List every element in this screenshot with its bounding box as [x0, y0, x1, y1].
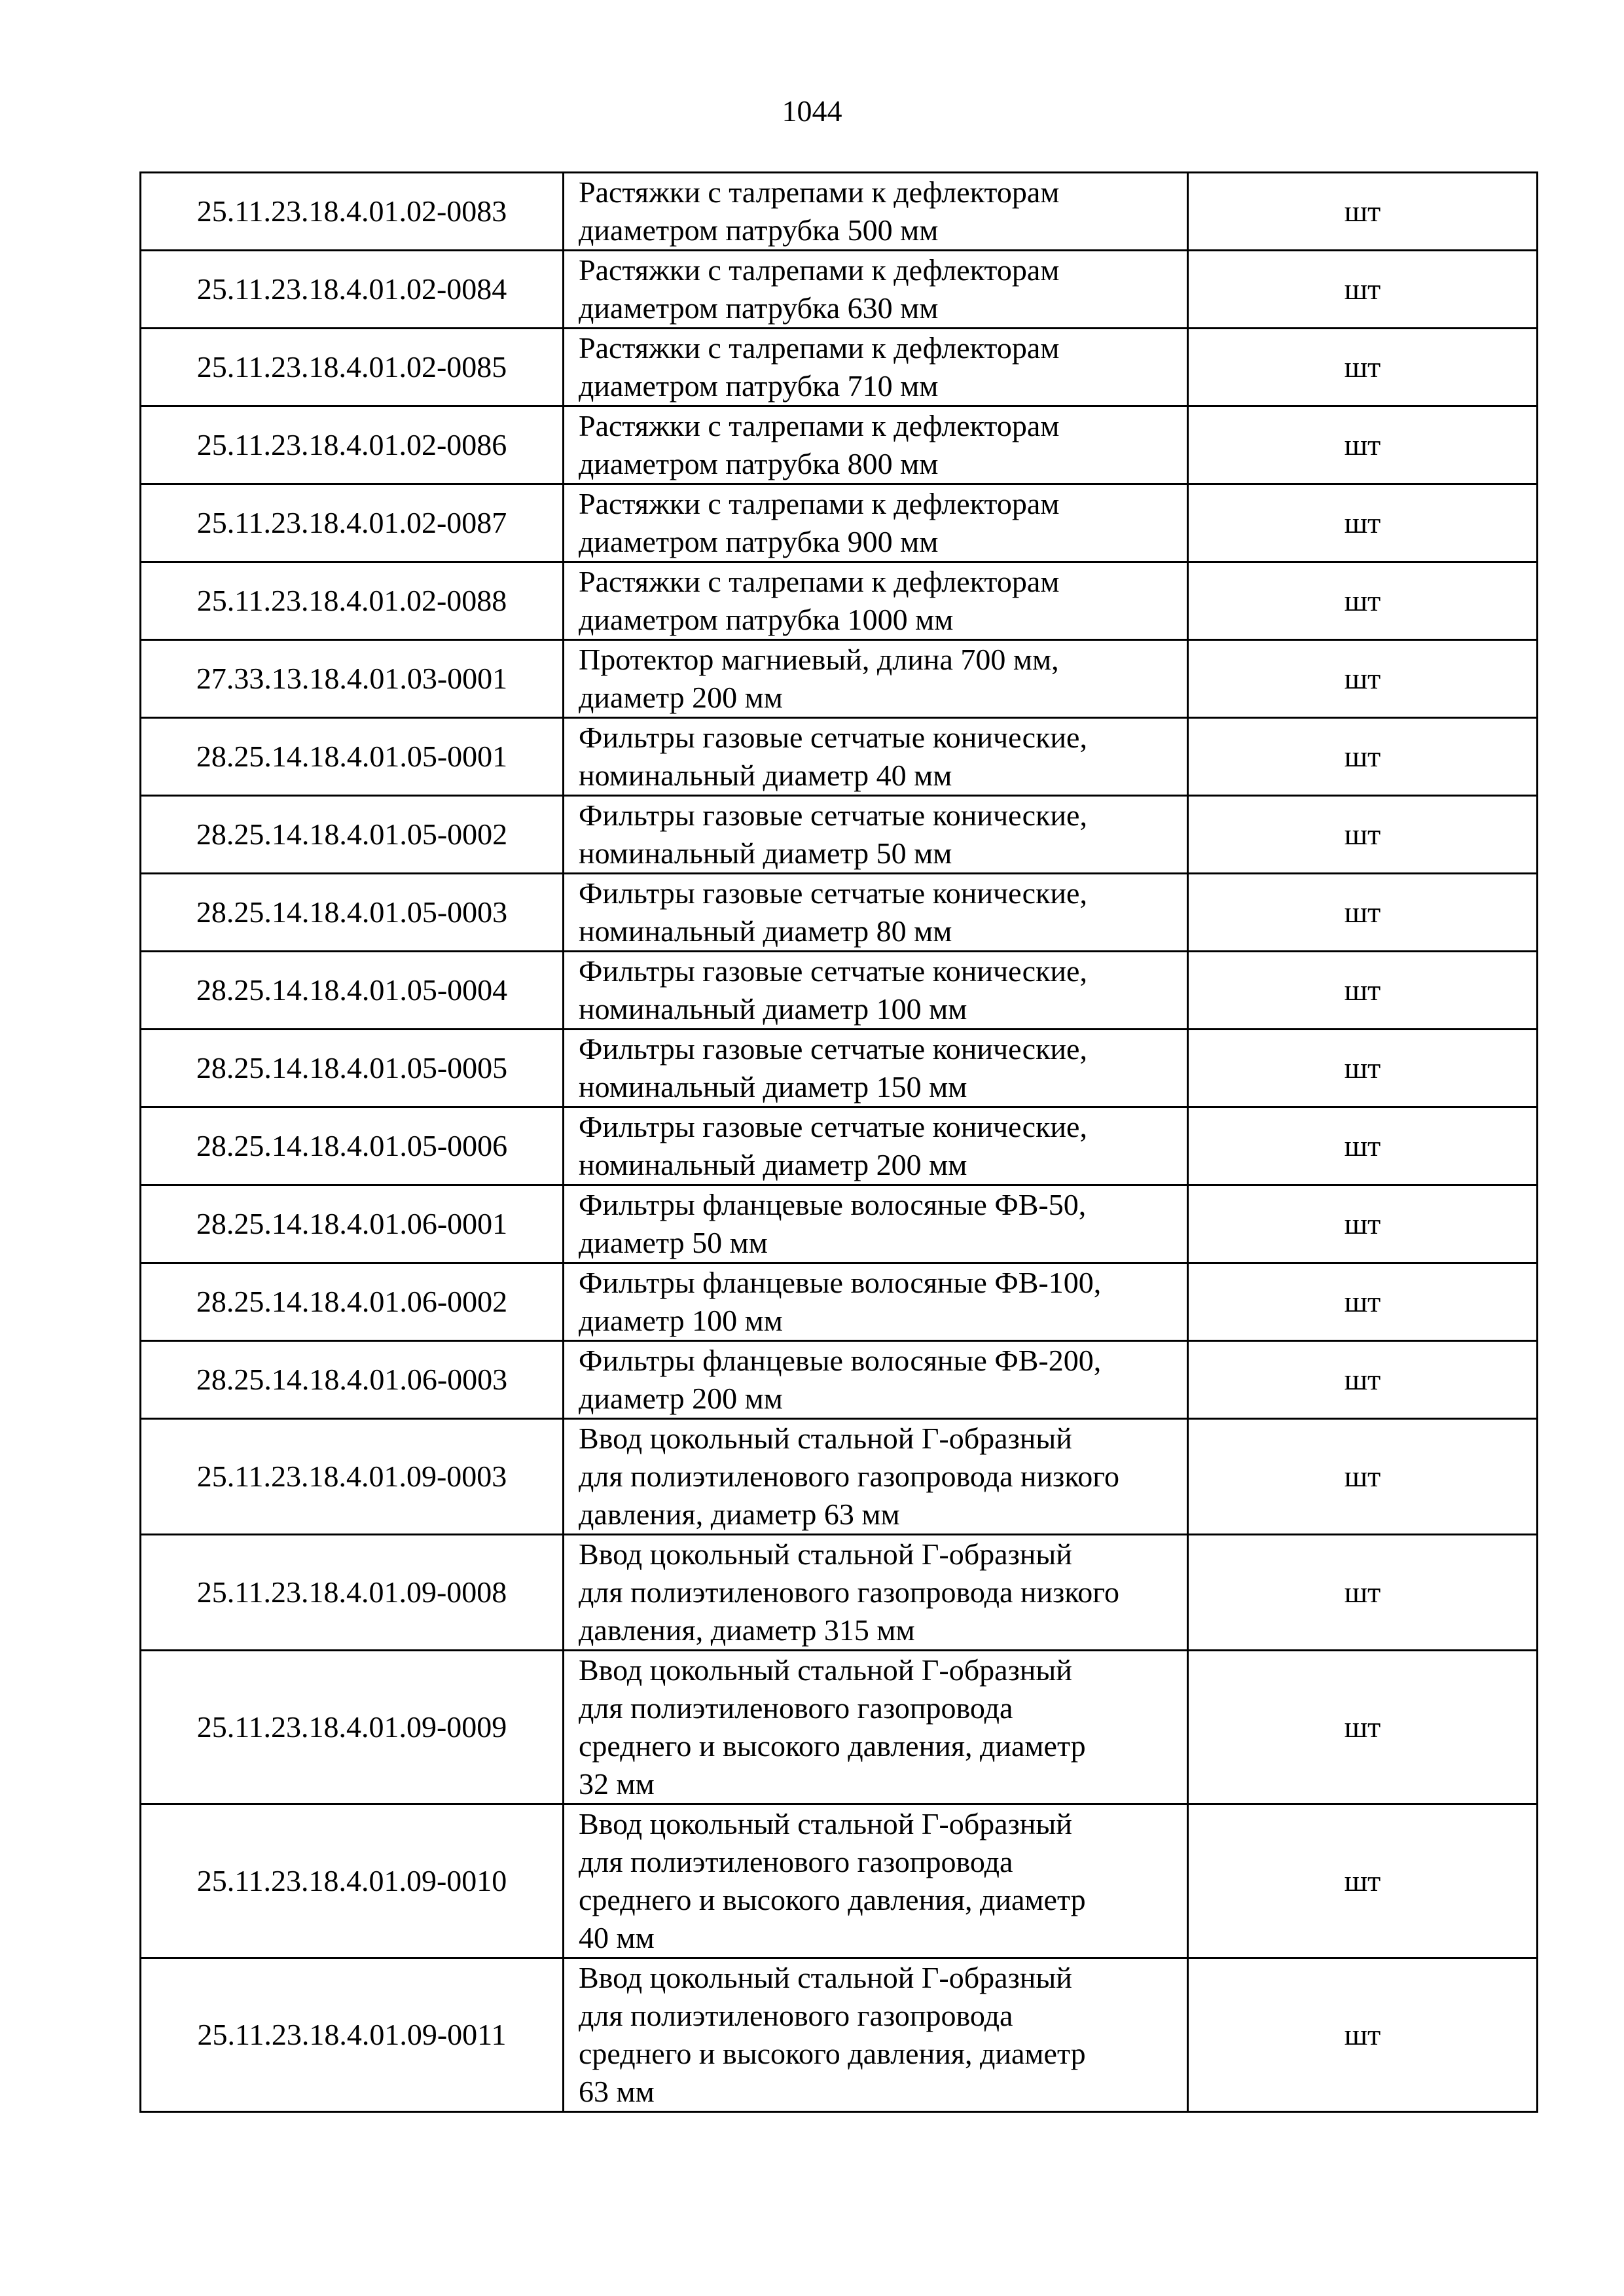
table-row — [141, 1535, 1538, 1651]
table-row — [141, 1185, 1538, 1263]
unit-cell: шт — [1188, 1107, 1538, 1185]
unit-cell: шт — [1188, 640, 1538, 718]
code-cell: 25.11.23.18.4.01.09-0003 — [141, 1419, 564, 1535]
table-row — [141, 173, 1538, 251]
table-row — [141, 484, 1538, 562]
unit-cell: шт — [1188, 1341, 1538, 1419]
unit-cell: шт — [1188, 952, 1538, 1030]
table-row — [141, 1030, 1538, 1107]
unit-cell: шт — [1188, 1030, 1538, 1107]
unit-cell: шт — [1188, 874, 1538, 952]
unit-cell: шт — [1188, 562, 1538, 640]
table-row — [141, 1419, 1538, 1535]
description-cell: Фильтры газовые сетчатые конические, номинальный диаметр 50 мм — [564, 796, 1188, 874]
description-cell: Растяжки с талрепами к дефлекторам диаметром патрубка 710 мм — [564, 329, 1188, 406]
description-cell: Растяжки с талрепами к дефлекторам диаметром патрубка 500 мм — [564, 173, 1188, 251]
description-cell: Растяжки с талрепами к дефлекторам диаметром патрубка 800 мм — [564, 406, 1188, 484]
table-row — [141, 1958, 1538, 2112]
description-cell: Растяжки с талрепами к дефлекторам диаметром патрубка 900 мм — [564, 484, 1188, 562]
unit-cell: шт — [1188, 1263, 1538, 1341]
description-cell: Фильтры газовые сетчатые конические, номинальный диаметр 200 мм — [564, 1107, 1188, 1185]
unit-cell: шт — [1188, 1804, 1538, 1958]
unit-cell: шт — [1188, 251, 1538, 329]
table-row — [141, 718, 1538, 796]
description-cell: Протектор магниевый, длина 700 мм, диаметр 200 мм — [564, 640, 1188, 718]
description-cell: Ввод цокольный стальной Г-образный для полиэтиленового газопровода среднего и высокого давления, диаметр 63 мм — [564, 1958, 1188, 2112]
description-cell: Растяжки с талрепами к дефлекторам диаметром патрубка 1000 мм — [564, 562, 1188, 640]
code-cell: 25.11.23.18.4.01.02-0088 — [141, 562, 564, 640]
description-cell: Фильтры фланцевые волосяные ФВ-100, диаметр 100 мм — [564, 1263, 1188, 1341]
table-row — [141, 1651, 1538, 1804]
code-cell: 25.11.23.18.4.01.02-0085 — [141, 329, 564, 406]
table-row — [141, 874, 1538, 952]
unit-cell: шт — [1188, 1651, 1538, 1804]
code-cell: 28.25.14.18.4.01.05-0003 — [141, 874, 564, 952]
code-cell: 25.11.23.18.4.01.09-0011 — [141, 1958, 564, 2112]
code-cell: 25.11.23.18.4.01.09-0009 — [141, 1651, 564, 1804]
table-row — [141, 406, 1538, 484]
code-cell: 28.25.14.18.4.01.05-0004 — [141, 952, 564, 1030]
code-cell: 25.11.23.18.4.01.02-0087 — [141, 484, 564, 562]
description-cell: Растяжки с талрепами к дефлекторам диаметром патрубка 630 мм — [564, 251, 1188, 329]
code-cell: 25.11.23.18.4.01.09-0010 — [141, 1804, 564, 1958]
code-cell: 25.11.23.18.4.01.02-0084 — [141, 251, 564, 329]
table-row — [141, 1263, 1538, 1341]
description-cell: Фильтры фланцевые волосяные ФВ-50, диаметр 50 мм — [564, 1185, 1188, 1263]
unit-cell: шт — [1188, 1185, 1538, 1263]
code-cell: 28.25.14.18.4.01.05-0001 — [141, 718, 564, 796]
description-cell: Ввод цокольный стальной Г-образный для полиэтиленового газопровода низкого давления, диаметр 63 мм — [564, 1419, 1188, 1535]
table-row — [141, 952, 1538, 1030]
code-cell: 28.25.14.18.4.01.05-0002 — [141, 796, 564, 874]
unit-cell: шт — [1188, 1535, 1538, 1651]
table-row — [141, 796, 1538, 874]
code-cell: 28.25.14.18.4.01.05-0006 — [141, 1107, 564, 1185]
code-cell: 27.33.13.18.4.01.03-0001 — [141, 640, 564, 718]
unit-cell: шт — [1188, 406, 1538, 484]
unit-cell: шт — [1188, 484, 1538, 562]
table-row — [141, 1341, 1538, 1419]
unit-cell: шт — [1188, 173, 1538, 251]
description-cell: Фильтры газовые сетчатые конические, номинальный диаметр 150 мм — [564, 1030, 1188, 1107]
code-cell: 25.11.23.18.4.01.02-0083 — [141, 173, 564, 251]
unit-cell: шт — [1188, 1958, 1538, 2112]
code-cell: 25.11.23.18.4.01.02-0086 — [141, 406, 564, 484]
table-row — [141, 640, 1538, 718]
description-cell: Ввод цокольный стальной Г-образный для полиэтиленового газопровода низкого давления, диаметр 315 мм — [564, 1535, 1188, 1651]
description-cell: Фильтры газовые сетчатые конические, номинальный диаметр 100 мм — [564, 952, 1188, 1030]
table-row — [141, 1107, 1538, 1185]
description-cell: Ввод цокольный стальной Г-образный для полиэтиленового газопровода среднего и высокого давления, диаметр 40 мм — [564, 1804, 1188, 1958]
table-row — [141, 329, 1538, 406]
resource-table — [139, 171, 1538, 2113]
table-row — [141, 251, 1538, 329]
description-cell: Фильтры газовые сетчатые конические, номинальный диаметр 80 мм — [564, 874, 1188, 952]
code-cell: 28.25.14.18.4.01.06-0003 — [141, 1341, 564, 1419]
description-cell: Фильтры газовые сетчатые конические, номинальный диаметр 40 мм — [564, 718, 1188, 796]
unit-cell: шт — [1188, 718, 1538, 796]
unit-cell: шт — [1188, 1419, 1538, 1535]
description-cell: Фильтры фланцевые волосяные ФВ-200, диаметр 200 мм — [564, 1341, 1188, 1419]
code-cell: 25.11.23.18.4.01.09-0008 — [141, 1535, 564, 1651]
unit-cell: шт — [1188, 329, 1538, 406]
code-cell: 28.25.14.18.4.01.06-0001 — [141, 1185, 564, 1263]
table-row — [141, 1804, 1538, 1958]
table-row — [141, 562, 1538, 640]
code-cell: 28.25.14.18.4.01.06-0002 — [141, 1263, 564, 1341]
page-number: 1044 — [782, 94, 842, 128]
code-cell: 28.25.14.18.4.01.05-0005 — [141, 1030, 564, 1107]
description-cell: Ввод цокольный стальной Г-образный для полиэтиленового газопровода среднего и высокого давления, диаметр 32 мм — [564, 1651, 1188, 1804]
unit-cell: шт — [1188, 796, 1538, 874]
